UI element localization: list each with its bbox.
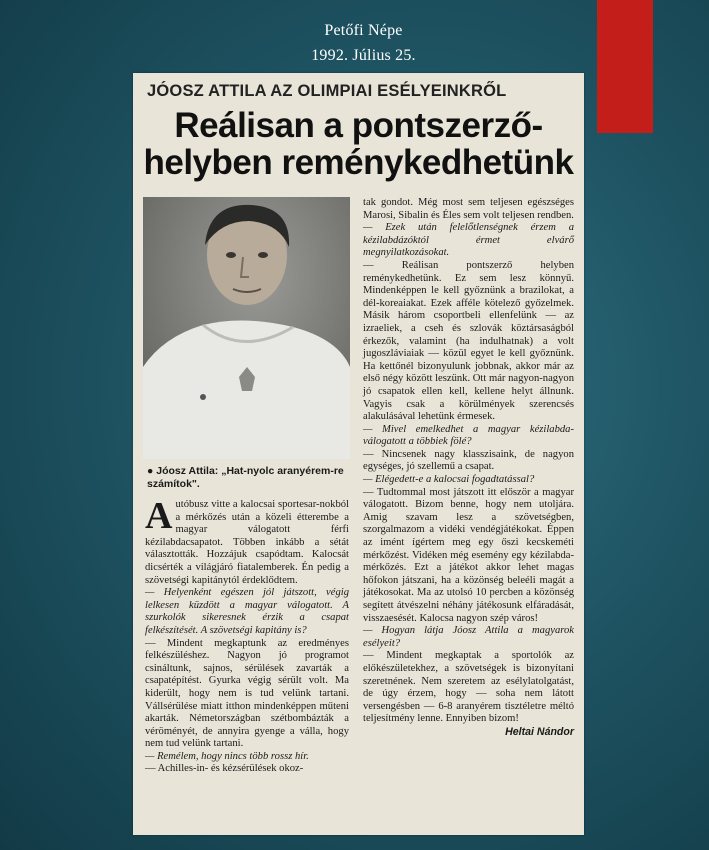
question-paragraph: — Hogyan látja Jóosz Attila a magyarok esélyeit?	[363, 625, 574, 649]
answer-paragraph: — Mindent megkaptak a sportolók az előkészületekhez, a szövetségek is bizonyítani szeretnének. Nem szeretem az esélylatolgatást, de úgy érzem, hogy — soha nem látott versengésben — 6-8 aranyérem tisztéletre méltó teljesítmény lenne. Ennyiben bizom!	[363, 650, 574, 725]
publication-name: Petőfi Népe	[324, 22, 403, 39]
decorative-red-bar	[597, 0, 653, 133]
answer-paragraph: — Reálisan pontszerző helyben reménykedhetünk. Ez sem lesz könnyű. Mindenképpen le kell győznünk a brazilokat, a dél-koreaiakat. Ezek afféle kötelező győzelmek. Másik három csoportbeli ellenfelünk — az izraeliek, a cseh és szlovák köztársaságból érkezők, valamint (ha indulhatnak) a volt jugoszláviaiak — közül egyet le kell győznünk. Ha kettőnél bizonyulunk jobbnak, akkor már az első négy között leszünk. Ott már nagyon-nagyon jó csapatok ellen kell, kellene helyt állnunk. Vagyis csak a körülmények szerencsés alakulásával lehetünk érmesek.	[363, 259, 574, 423]
answer-paragraph: — Nincsenek nagy klasszisaink, de nagyon egységes, jó szellemű a csapat.	[363, 448, 574, 473]
question-paragraph: — Remélem, hogy nincs több rossz hír.	[145, 750, 309, 762]
portrait-photo	[143, 197, 350, 459]
article-kicker: JÓOSZ ATTILA AZ OLIMPIAI ESÉLYEINKRŐL	[147, 82, 507, 100]
question-paragraph: — Elégedett-e a kalocsai fogadtatással?	[363, 474, 535, 486]
author-signature: Heltai Nándor	[505, 725, 574, 738]
headline-line-2: helyben reménykedhetünk	[143, 143, 574, 182]
answer-paragraph: — Achilles-in- és kézsérülések okoz-	[145, 763, 304, 775]
answer-paragraph: tak gondot. Még most sem teljesen egészséges Marosi, Sibalin és Éles sem volt teljesen rendben.	[363, 197, 574, 221]
lead-paragraph: Autóbusz vitte a kalocsai sportesar-nokból a mérkőzés után a közeli étterembe a magyar válogatott férfi kézilabdacsapatot. Többen inkább a sétát választották. Hozzájuk csapódtam. Kalocsát dicsérték a világjáró fiatalemberek. Én pedig a szövetségi kapitánytól érdeklődtem.	[145, 495, 349, 586]
publication-date: 1992. Július 25.	[311, 47, 416, 64]
headline-line-1: Reálisan a pontszerző-	[174, 106, 543, 145]
question-paragraph: — Ezek után felelőtlenségnek érzem a kézilabdázóktól érmet elvárő megnyilatkozásokat.	[363, 222, 574, 259]
photo-caption: ● Jóosz Attila: „Hat-nyolc aranyérem-re számítok".	[147, 465, 344, 490]
right-column	[363, 197, 574, 739]
answer-paragraph: — Mindent megkaptunk az eredményes felkészüléshez. Nagyon jó programot csináltunk, sajnos, sérülések zavarták a csapatépítést. Gyurka végig sérült volt. Ma kiderült, hogy nem is tud velünk tartani. Vállsérülése miatt itthon mindenképpen műteni akarták. Németországban szétbombázták a véröményét, de annyira gyenge a válla, hogy nem tud velünk tartani.	[145, 637, 349, 750]
answer-paragraph: — Tudtommal most játszott itt először a magyar válogatott. Bizom benne, hogy nem utoljára. Amig szavam lesz a szövetségben, szorgalmazom a vidéki vendégjátékokat. Éppen az imént ígértem meg egy őszi kecskeméti mérkőzést. Vidéken még esemény egy kézilabda-mérkőzés. Ezt a játékot akkor lehet magas hőfokon játszani, ha a közönség beleéli magát a játékosokat. Ma az utolsó 10 percben a közönség segített átvészelni néhány játékosunk elfáradását, visszaesését. Kalocsa nagyon szép város!	[363, 486, 574, 624]
left-column	[145, 495, 349, 776]
question-paragraph: — Helyenként egészen jól játszott, végig lelkesen küzdött a magyar válogatott. A szurkolók sikeresnek érzik a csapat felkészítését. A szövetségi kapitány is?	[145, 587, 349, 636]
drop-cap: A	[145, 495, 173, 537]
newspaper-clipping	[133, 73, 584, 835]
question-paragraph: — Mivel emelkedhet a magyar kézilabda-válogatott a többiek fölé?	[363, 423, 574, 448]
